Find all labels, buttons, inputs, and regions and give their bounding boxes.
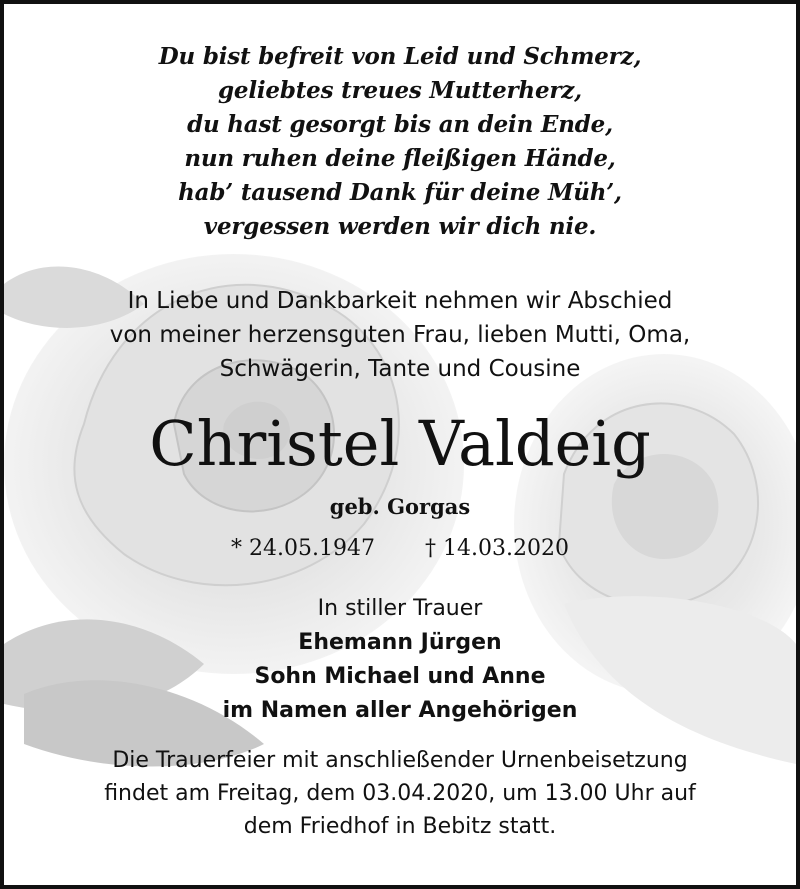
- deceased-name: Christel Valdeig: [149, 407, 651, 480]
- mourner-line: im Namen aller Angehörigen: [222, 698, 578, 723]
- death-date: † 14.03.2020: [425, 536, 569, 561]
- funeral-line: Die Trauerfeier mit anschließender Urnenbeisetzung: [112, 748, 688, 773]
- farewell-intro: [4, 284, 796, 386]
- poem-line: nun ruhen deine fleißigen Hände,: [184, 145, 616, 172]
- poem-line: Du bist befreit von Leid und Schmerz,: [158, 43, 642, 70]
- intro-line: In Liebe und Dankbarkeit nehmen wir Abschied: [127, 288, 673, 314]
- funeral-info: [4, 744, 796, 843]
- life-dates: [4, 534, 796, 564]
- notice-content: [4, 4, 796, 843]
- funeral-line: dem Friedhof in Bebitz statt.: [243, 814, 557, 839]
- mourner-line: Sohn Michael und Anne: [254, 664, 546, 689]
- intro-line: Schwägerin, Tante und Cousine: [219, 356, 581, 382]
- poem-line: vergessen werden wir dich nie.: [203, 213, 597, 240]
- poem-line: hab’ tausend Dank für deine Müh’,: [178, 179, 622, 206]
- birth-date: * 24.05.1947: [231, 536, 375, 561]
- poem: [4, 4, 796, 244]
- mourners-intro: In stiller Trauer: [317, 596, 483, 621]
- poem-line: du hast gesorgt bis an dein Ende,: [187, 111, 613, 138]
- mourners-block: [4, 592, 796, 728]
- intro-line: von meiner herzensguten Frau, lieben Mutti, Oma,: [109, 322, 691, 348]
- funeral-line: findet am Freitag, dem 03.04.2020, um 13.00 Uhr auf: [104, 781, 696, 806]
- maiden-name: geb. Gorgas: [329, 494, 471, 519]
- mourner-line: Ehemann Jürgen: [298, 630, 502, 655]
- poem-line: geliebtes treues Mutterherz,: [218, 77, 582, 104]
